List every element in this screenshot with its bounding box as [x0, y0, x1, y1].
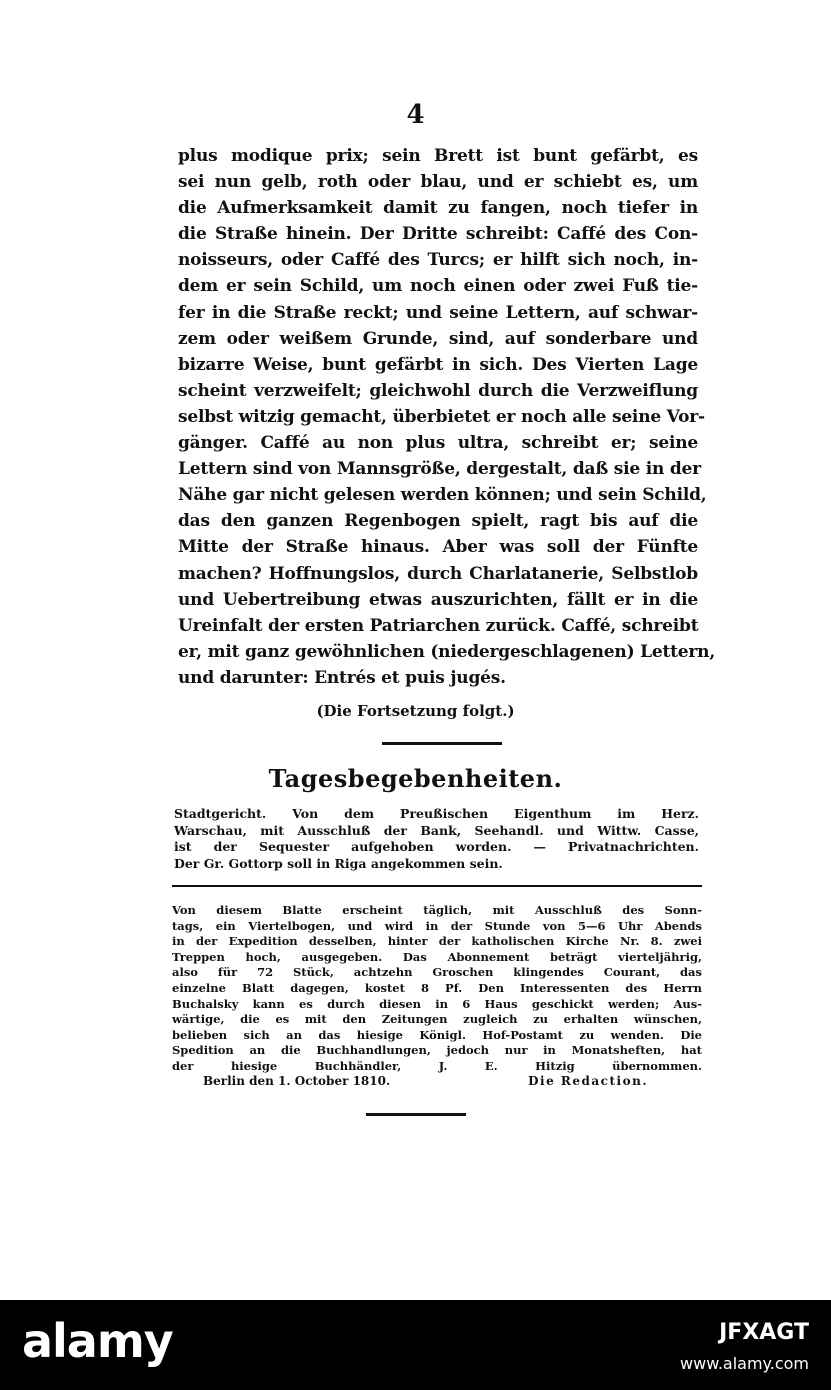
alamy-logo: alamy [22, 1314, 173, 1368]
body-line: machen? Hoffnungslos, durch Charlatanerie, Selbstlob [178, 563, 698, 584]
body-line: er, mit ganz gewöhnlichen (niedergeschlagenen) Lettern, [178, 641, 716, 662]
summary-line: Stadtgericht. Von dem Preußischen Eigenthum im Herz. [174, 806, 699, 821]
notice-line: also für 72 Stück, achtzehn Groschen klingendes Courant, das [172, 965, 702, 980]
section-heading: Tagesbegebenheiten. [268, 764, 563, 793]
publication-notice [172, 903, 702, 1075]
summary-line: ist der Sequester aufgehoben worden. — Privatnachrichten. [174, 839, 699, 854]
notice-line: Treppen hoch, ausgegeben. Das Abonnement beträgt vierteljährig, [172, 949, 702, 964]
summary-line: Der Gr. Gottorp soll in Riga angekommen sein. [174, 855, 503, 871]
watermark-bar [0, 1300, 831, 1390]
continued-note: (Die Fortsetzung folgt.) [316, 702, 515, 720]
notice-line: einzelne Blatt dagegen, kostet 8 Pf. Den Interessenten des Herrn [172, 980, 702, 995]
body-line: Lettern sind von Mannsgröße, dergestalt, daß sie in der [178, 459, 701, 480]
body-line: noisseurs, oder Caffé des Turcs; er hilft sich noch, in- [178, 250, 698, 271]
signature-line [203, 1074, 648, 1090]
notice-line: Spedition an die Buchhandlungen, jedoch nur in Monatsheften, hat [172, 1043, 702, 1058]
notice-divider [172, 885, 702, 887]
body-line: zem oder weißem Grunde, sind, auf sonderbare und [178, 328, 698, 349]
notice-line: Buchalsky kann es durch diesen in 6 Haus geschickt werden; Aus- [172, 996, 702, 1011]
watermark-url: www.alamy.com [680, 1354, 809, 1373]
body-line: Ureinfalt der ersten Patriarchen zurück. Caffé, schreibt [178, 615, 699, 636]
dateline: Berlin den 1. October 1810. [203, 1074, 391, 1088]
notice-line: in der Expedition desselben, hinter der katholischen Kirche Nr. 8. zwei [172, 934, 702, 949]
body-line: sei nun gelb, roth oder blau, und er schiebt es, um [178, 172, 698, 193]
body-line: plus modique prix; sein Brett ist bunt gefärbt, es [178, 146, 698, 166]
section-divider [382, 742, 502, 745]
body-line: scheint verzweifelt; gleichwohl durch die Verzweiflung [178, 380, 698, 401]
body-line: selbst witzig gemacht, überbietet er noch alle seine Vor- [178, 406, 705, 427]
notice-line: Von diesem Blatte erscheint täglich, mit Ausschluß des Sonn- [172, 903, 702, 917]
body-line: die Aufmerksamkeit damit zu fangen, noch tiefer in [178, 198, 698, 219]
article-body [178, 143, 716, 691]
body-line: die Straße hinein. Der Dritte schreibt: Caffé des Con- [178, 224, 698, 245]
body-line: gänger. Caffé au non plus ultra, schreibt er; seine [178, 433, 698, 454]
body-line: und Uebertreibung etwas auszurichten, fällt er in die [178, 589, 698, 610]
body-line: bizarre Weise, bunt gefärbt in sich. Des Vierten Lage [178, 354, 698, 375]
editor-signature: Die Redaction. [528, 1074, 648, 1088]
notice-line: wärtige, die es mit den Zeitungen zugleich zu erhalten wünschen, [172, 1012, 702, 1027]
body-line: Mitte der Straße hinaus. Aber was soll der Fünfte [178, 537, 698, 558]
body-line: Nähe gar nicht gelesen werden können; und sein Schild, [178, 485, 707, 506]
body-line: und darunter: Entrés et puis jugés. [178, 667, 506, 688]
notice-line: belieben sich an das hiesige Königl. Hof-Postamt zu wenden. Die [172, 1027, 702, 1042]
page-number: 4 [406, 100, 425, 130]
body-line: fer in die Straße reckt; und seine Lettern, auf schwar- [178, 302, 698, 323]
body-line: das den ganzen Regenbogen spielt, ragt bis auf die [178, 511, 698, 532]
body-line: dem er sein Schild, um noch einen oder zwei Fuß tie- [178, 276, 698, 297]
notice-line: tags, ein Viertelbogen, und wird in der Stunde von 5—6 Uhr Abends [172, 918, 702, 933]
news-summary [174, 806, 699, 872]
end-divider [366, 1113, 466, 1116]
image-id: JFXAGT [719, 1320, 809, 1345]
notice-line: der hiesige Buchhändler, J. E. Hitzig übernommen. [172, 1058, 702, 1073]
summary-line: Warschau, mit Ausschluß der Bank, Seehandl. und Wittw. Casse, [174, 822, 699, 838]
